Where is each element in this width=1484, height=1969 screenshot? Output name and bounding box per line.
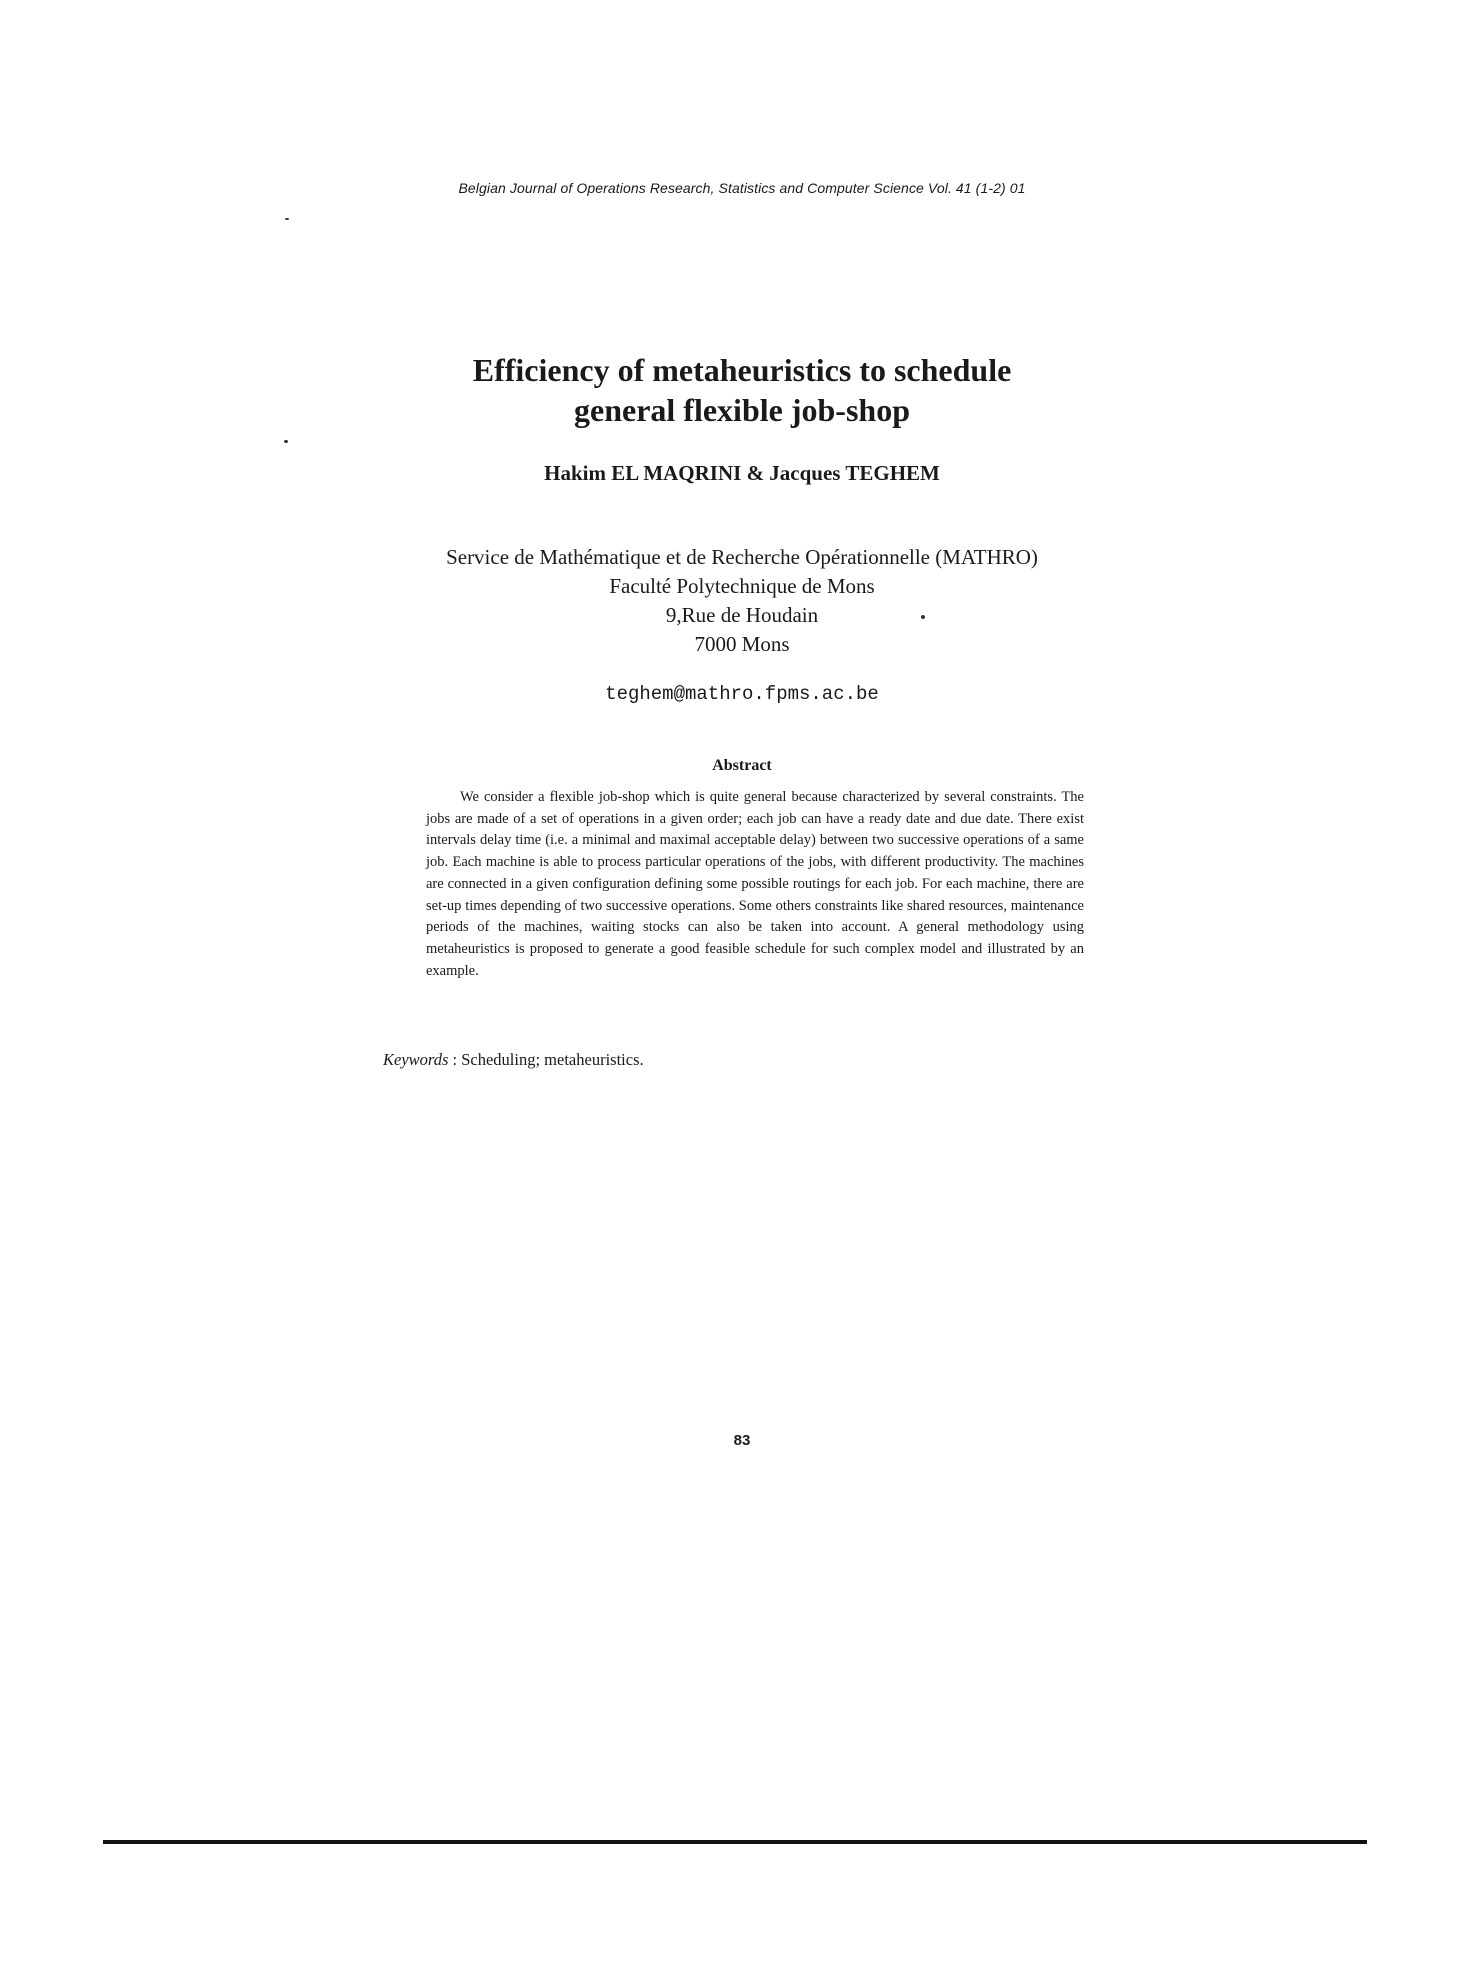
affiliation — [0, 543, 1484, 659]
authors: Hakim EL MAQRINI & Jacques TEGHEM — [544, 461, 940, 485]
scan-speck — [285, 218, 289, 220]
title-line-2: general flexible job-shop — [574, 392, 910, 428]
affiliation-line-1: Service de Mathématique et de Recherche Opérationnelle (MATHRO) — [446, 545, 1038, 569]
journal-header: Belgian Journal of Operations Research, Statistics and Computer Science Vol. 41 (1-2) 01 — [458, 180, 1026, 196]
keywords-value: Scheduling; metaheuristics. — [461, 1050, 644, 1069]
author-email: teghem@mathro.fpms.ac.be — [605, 683, 879, 705]
paper-title — [0, 350, 1484, 430]
abstract-body: We consider a flexible job-shop which is quite general because characterized by several constraints. The jobs are made of a set of operations in a given order; each job can have a ready date and due date. There exist intervals delay time (i.e. a minimal and maximal acceptable delay) between two successive operations of a same job. Each machine is able to process particular operations of the jobs, with different productivity. The machines are connected in a given configuration defining some possible routings for each job. For each machine, there are set-up times depending of two successive operations. Some others constraints like shared resources, maintenance periods of the machines, waiting stocks can also be taken into account. A general methodology using metaheuristics is proposed to generate a good feasible schedule for such complex model and illustrated by an example. — [426, 789, 1084, 979]
keywords — [383, 1050, 644, 1070]
affiliation-line-3: 9,Rue de Houdain — [665, 603, 819, 627]
keywords-label: Keywords — [383, 1050, 449, 1069]
affiliation-line-2: Faculté Polytechnique de Mons — [609, 574, 875, 598]
scan-speck — [921, 615, 925, 619]
page-number: 83 — [733, 1432, 751, 1449]
affiliation-line-4: 7000 Mons — [694, 632, 790, 656]
keywords-separator: : — [448, 1050, 462, 1069]
abstract-heading: Abstract — [712, 757, 772, 774]
scan-speck — [284, 440, 288, 443]
title-line-1: Efficiency of metaheuristics to schedule — [472, 352, 1012, 388]
bottom-rule — [103, 1840, 1367, 1844]
